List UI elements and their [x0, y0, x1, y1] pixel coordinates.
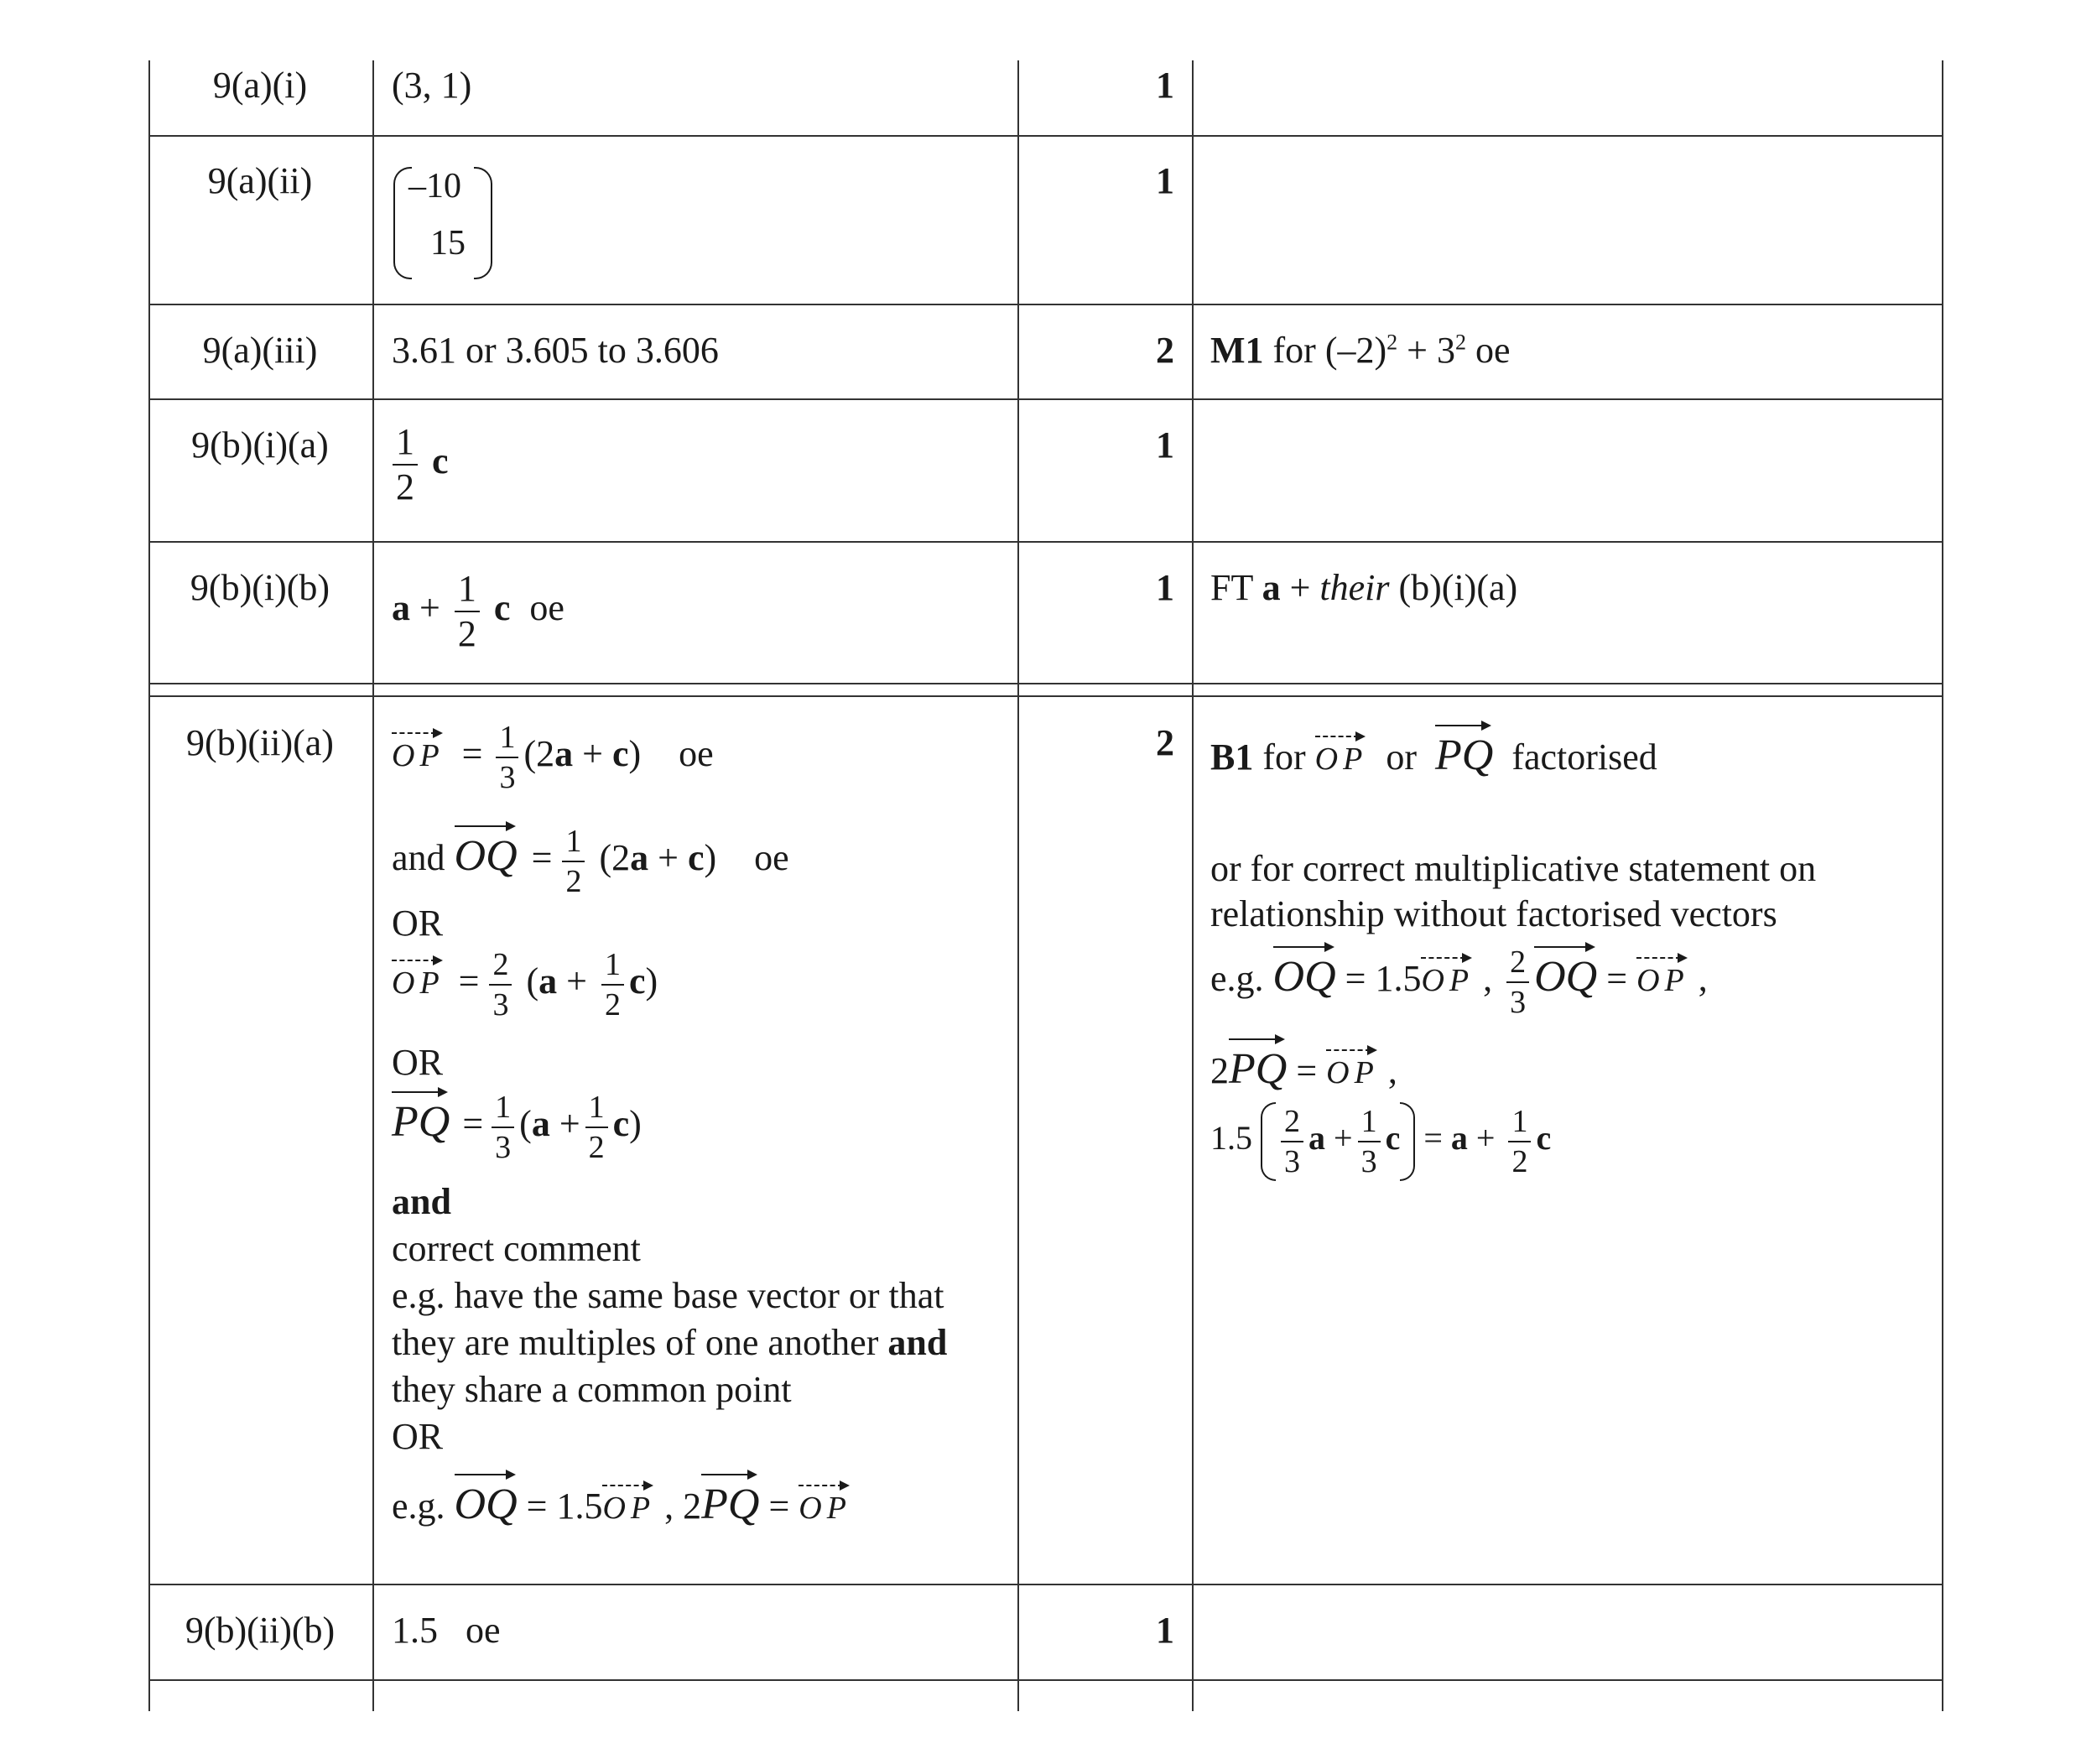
punctuation: , [1688, 958, 1708, 999]
table-divider-2 [1017, 60, 1019, 1711]
vector-symbol: a [1450, 1119, 1468, 1158]
question-number: 9(b)(i)(a) [191, 424, 329, 466]
vector-op: OP [602, 1481, 655, 1528]
vector-oq: OQ [1273, 943, 1336, 1003]
row-separator [148, 135, 1943, 137]
guidance-body: FT [1210, 567, 1262, 608]
question-number: 9(a)(i) [212, 65, 308, 106]
numerator: 1 [562, 825, 585, 862]
table-divider-3 [1192, 60, 1194, 1711]
denominator: 2 [1511, 1144, 1528, 1179]
expression: ( [517, 960, 539, 1002]
coefficient: 1.5 [1210, 1119, 1252, 1158]
answer-block [392, 721, 1012, 1538]
vector-pq: PQ [1435, 721, 1493, 782]
denominator: 2 [457, 613, 476, 654]
right-paren [474, 167, 492, 279]
equation-pq [392, 1088, 1012, 1180]
right-paren [1400, 1102, 1415, 1181]
eg-label: e.g. [392, 1486, 445, 1527]
expression: ) [645, 960, 658, 1002]
vector-symbol: c [1536, 1119, 1552, 1158]
operator: = [462, 1103, 484, 1144]
vector-symbol: a [392, 587, 410, 629]
vector-top-value: –10 [408, 167, 461, 206]
fraction [393, 421, 418, 507]
vector-op: OP [799, 1481, 851, 1528]
guidance-body: + 3 [1397, 330, 1455, 371]
fraction [562, 825, 585, 898]
table-divider-1 [372, 60, 374, 1711]
table-border-left [148, 60, 150, 1711]
numerator: 2 [489, 949, 512, 986]
comment-line [392, 1321, 1012, 1368]
vector-symbol: c [628, 960, 646, 1002]
and-text: and [392, 1181, 451, 1222]
numerator: 1 [492, 1091, 514, 1128]
comment-bold: and [887, 1322, 948, 1363]
vector-pq: PQ [392, 1088, 450, 1148]
fraction [1281, 1106, 1303, 1178]
denominator: 2 [396, 466, 414, 507]
expression: (2 [590, 837, 631, 878]
comment-text: they are multiples of one another [392, 1322, 879, 1363]
comment-line: correct comment [392, 1228, 641, 1269]
guidance-body: oe [1465, 330, 1511, 371]
oe-label: oe [679, 733, 714, 775]
column-vector-answer [390, 164, 499, 281]
vector-symbol: c [493, 587, 511, 629]
numerator: 1 [393, 424, 418, 466]
operator: + [573, 733, 612, 775]
operator: + [1467, 1119, 1504, 1158]
guidance-text [1210, 329, 1511, 373]
vector-symbol: a [1262, 567, 1281, 608]
example-equation [392, 1470, 1012, 1538]
exponent: 2 [1386, 330, 1398, 355]
marks-value: 2 [1156, 722, 1174, 763]
numerator: 1 [1358, 1106, 1381, 1142]
marks-value: 1 [1156, 160, 1174, 201]
vector-oq: OQ [455, 1470, 518, 1531]
guidance-body: (b)(i)(a) [1389, 567, 1518, 608]
vector-oq: OQ [455, 822, 518, 882]
connector-text: and [392, 837, 445, 878]
denominator: 3 [495, 1129, 512, 1165]
vector-pq: PQ [1229, 1035, 1287, 1095]
vector-symbol: a [538, 960, 558, 1002]
operator: + [557, 960, 596, 1002]
guidance-text [1210, 566, 1517, 611]
denominator: 3 [1284, 1144, 1300, 1179]
operator: = [759, 1486, 799, 1527]
denominator: 3 [1510, 984, 1527, 1020]
vector-oq: OQ [1534, 943, 1597, 1003]
fraction [496, 721, 518, 794]
operator: = [1597, 958, 1637, 999]
denominator: 2 [588, 1129, 605, 1165]
or-text: OR [392, 1416, 444, 1457]
guidance-line: or for correct multiplicative statement on [1210, 848, 1817, 889]
guidance-line: relationship without factorised vectors [1210, 893, 1777, 934]
vector-symbol: a [1308, 1119, 1325, 1158]
numerator: 2 [1281, 1106, 1303, 1142]
vector-op: OP [1636, 954, 1689, 1001]
operator: + [410, 587, 450, 629]
b1-label: B1 [1210, 736, 1254, 778]
fraction [1358, 1106, 1381, 1178]
operator: = [1287, 1050, 1327, 1091]
guidance-example [1210, 1102, 1932, 1194]
numerator: 1 [601, 949, 624, 986]
operator: = [458, 960, 480, 1002]
operator: + [1280, 567, 1320, 608]
guidance-italic: their [1319, 567, 1390, 608]
denominator: 2 [604, 987, 621, 1022]
fraction [1508, 1106, 1531, 1178]
method-mark-label: M1 [1210, 330, 1264, 371]
vector-symbol: c [687, 837, 705, 878]
numerator: 1 [496, 721, 518, 758]
numerator: 1 [1508, 1106, 1531, 1142]
marks-value: 1 [1156, 65, 1174, 106]
guidance-line [1210, 721, 1932, 847]
exponent: 2 [1454, 330, 1466, 355]
numerator: 1 [455, 570, 480, 612]
comment-line: they share a common point [392, 1369, 792, 1410]
answer-text: 3.61 or 3.605 to 3.606 [392, 330, 719, 371]
row-separator [148, 304, 1943, 305]
equation-op-alt [392, 949, 1012, 1041]
operator: = [1415, 1119, 1451, 1158]
oe-label: oe [529, 587, 564, 629]
row-separator [148, 1679, 1943, 1681]
expression: ) [629, 1103, 642, 1144]
question-number: 9(a)(iii) [202, 330, 318, 371]
coefficient: 2 [1210, 1050, 1229, 1091]
guidance-block [1210, 721, 1932, 1194]
equation-oq [392, 822, 1012, 902]
row-separator [148, 683, 1943, 684]
vector-symbol: c [612, 1103, 630, 1144]
vector-op: OP [1421, 954, 1474, 1001]
answer-text: (3, 1) [392, 65, 472, 106]
or-text: OR [392, 1042, 444, 1083]
denominator: 3 [1360, 1144, 1377, 1179]
vector-bottom-value: 15 [430, 224, 466, 263]
vector-pq: PQ [701, 1470, 759, 1531]
operator: = [461, 733, 483, 775]
row-separator [148, 398, 1943, 400]
operator: + [1325, 1119, 1353, 1158]
numerator: 1 [585, 1091, 608, 1128]
fraction [1506, 946, 1529, 1018]
guidance-text: for [1253, 736, 1315, 778]
fraction [585, 1091, 608, 1163]
left-paren [1261, 1102, 1276, 1181]
denominator: 3 [492, 987, 509, 1022]
guidance-example [1210, 1035, 1932, 1102]
answer-expression [392, 570, 564, 653]
equation-op [392, 721, 1012, 822]
numerator: 2 [1506, 946, 1529, 983]
vector-op: OP [392, 729, 445, 776]
question-number: 9(b)(i)(b) [190, 567, 330, 608]
expression: ( [519, 1103, 532, 1144]
fraction [492, 1091, 514, 1163]
operator: + [648, 837, 688, 878]
answer-text: 1.5 oe [392, 1610, 501, 1651]
table-border-right [1942, 60, 1943, 1711]
or-text: OR [392, 903, 444, 944]
row-separator [148, 695, 1943, 697]
vector-symbol: a [554, 733, 574, 775]
vector-symbol: c [611, 733, 629, 775]
expression: = 1.5 [1335, 958, 1422, 999]
denominator: 2 [565, 863, 582, 899]
guidance-body: for (–2) [1272, 330, 1387, 371]
punctuation: , [1474, 958, 1493, 999]
vector-op: OP [1315, 732, 1368, 779]
denominator: 3 [499, 760, 516, 795]
vector-symbol: c [1385, 1119, 1401, 1158]
guidance-example [1210, 943, 1932, 1035]
vector-symbol: a [531, 1103, 550, 1144]
question-number: 9(b)(ii)(b) [185, 1610, 336, 1651]
oe-label: oe [754, 837, 789, 878]
row-separator [148, 541, 1943, 543]
marks-value: 2 [1156, 330, 1174, 371]
vector-symbol: a [630, 837, 649, 878]
marks-value: 1 [1156, 424, 1174, 466]
vector-symbol: c [432, 440, 449, 482]
fraction [601, 949, 624, 1021]
row-separator [148, 1584, 1943, 1585]
fraction [455, 570, 480, 653]
operator: + [549, 1103, 580, 1144]
fraction [489, 949, 512, 1021]
marks-value: 1 [1156, 1610, 1174, 1651]
operator: = [531, 837, 553, 878]
expression: = 1.5 [517, 1486, 603, 1527]
expression: (2 [523, 733, 555, 775]
answer-expression [388, 421, 449, 507]
punctuation: , [1378, 1050, 1397, 1091]
guidance-text: or [1367, 736, 1435, 778]
guidance-text: factorised [1493, 736, 1657, 778]
question-number: 9(a)(ii) [207, 160, 313, 201]
vector-op: OP [392, 956, 445, 1003]
question-number: 9(b)(ii)(a) [186, 722, 334, 763]
expression: , 2 [655, 1486, 702, 1527]
expression: ) [704, 837, 717, 878]
marks-value: 1 [1156, 567, 1174, 608]
vector-op: OP [1326, 1046, 1379, 1093]
eg-label: e.g. [1210, 958, 1273, 999]
expression: ) [628, 733, 642, 775]
comment-line: e.g. have the same base vector or that [392, 1275, 944, 1316]
